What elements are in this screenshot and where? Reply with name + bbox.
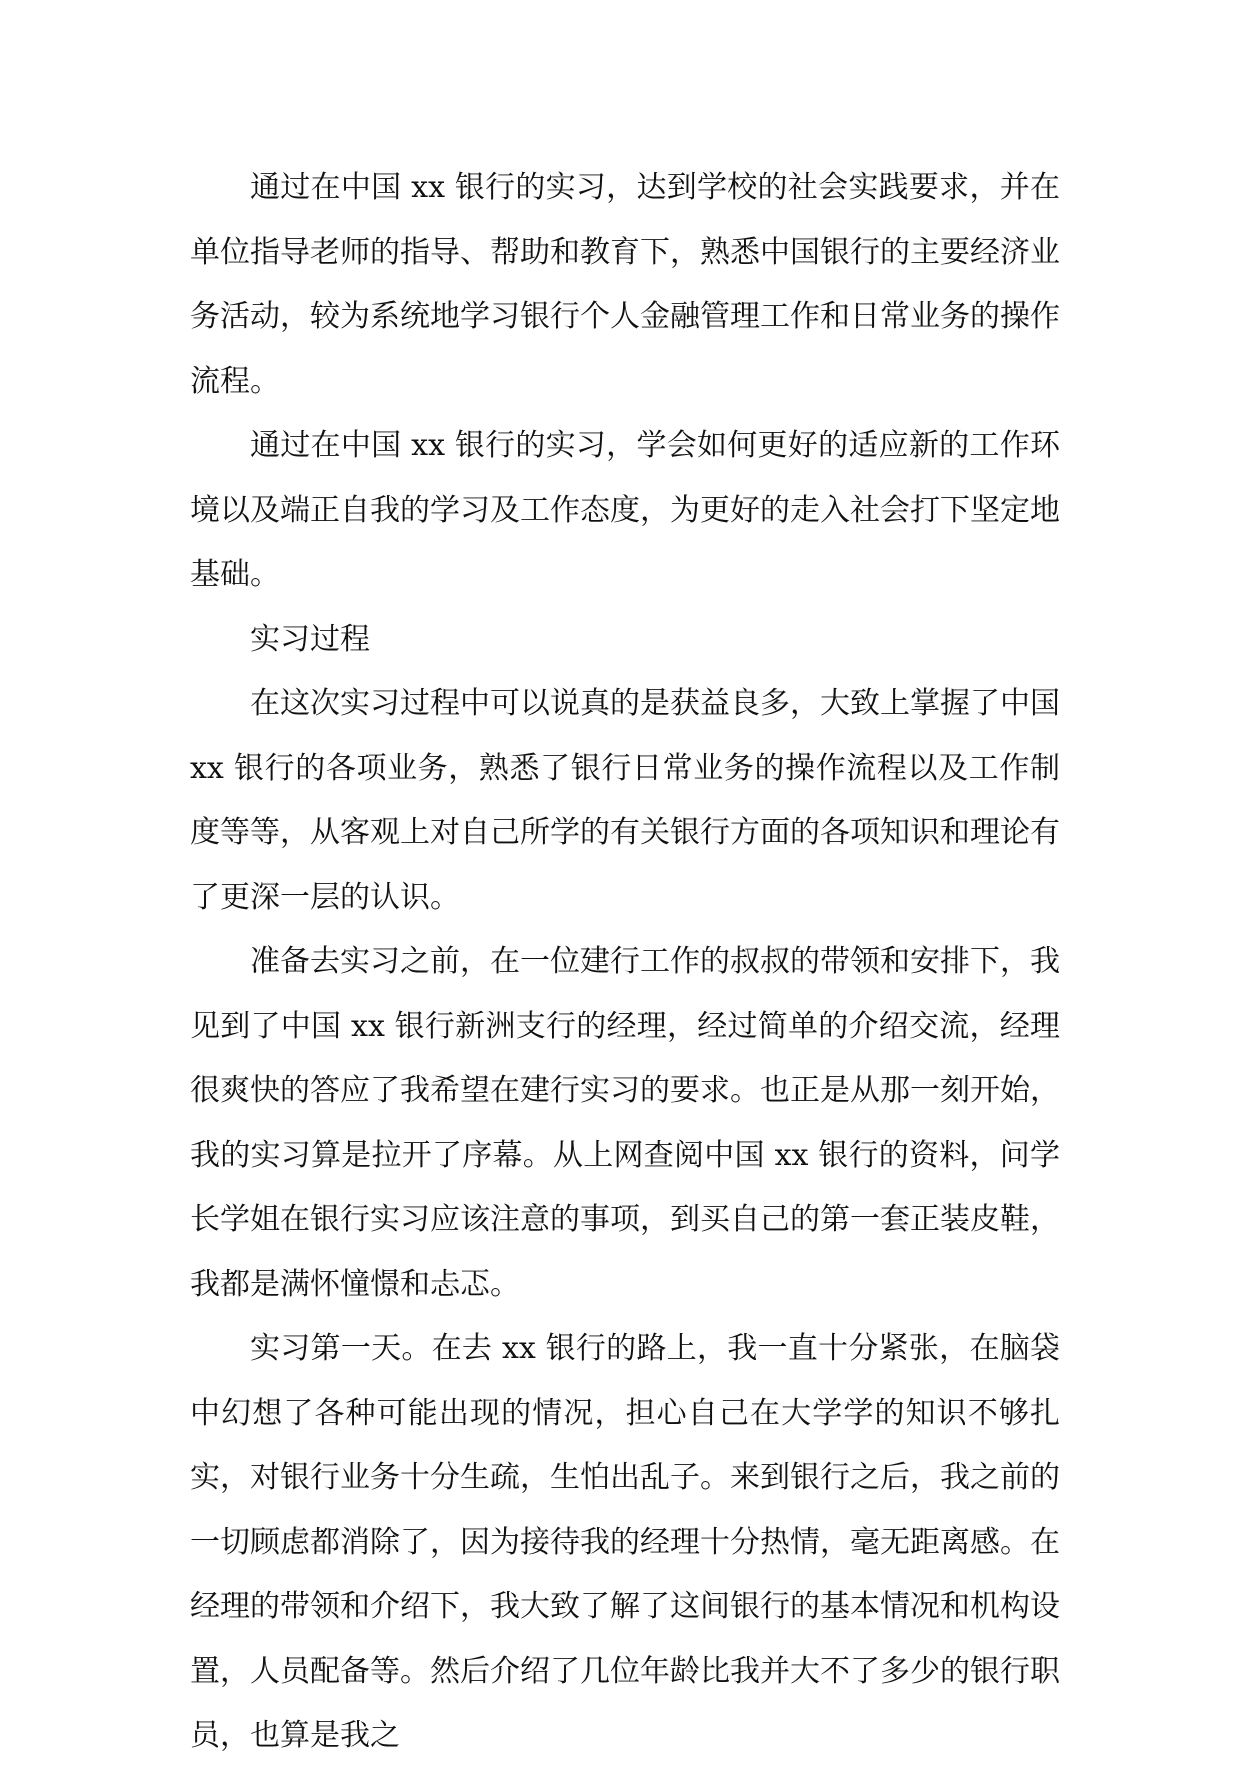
paragraph-adaptation: 通过在中国 xx 银行的实习，学会如何更好的适应新的工作环境以及端正自我的学习及工作态度，为更好的走入社会打下坚定地基础。 — [190, 428, 1060, 592]
paragraph-gains: 在这次实习过程中可以说真的是获益良多，大致上掌握了中国 xx 银行的各项业务，熟悉了银行日常业务的操作流程以及工作制度等等，从客观上对自己所学的有关银行方面的各项知识和理论有了更深一层的认识。 — [190, 686, 1060, 915]
section-heading-process: 实习过程 — [250, 621, 370, 657]
paragraph-first-day: 实习第一天。在去 xx 银行的路上，我一直十分紧张，在脑袋中幻想了各种可能出现的情况，担心自己在大学学的知识不够扎实，对银行业务十分生疏，生怕出乱子。来到银行之后，我之前的一切顾虑都消除了，因为接待我的经理十分热情，毫无距离感。在经理的带领和介绍下，我大致了解了这间银行的基本情况和机构设置，人员配备等。然后介绍了几位年龄比我并大不了多少的银行职员，也算是我之 — [190, 1331, 1060, 1753]
paragraph-preparation: 准备去实习之前，在一位建行工作的叔叔的带领和安排下，我见到了中国 xx 银行新洲支行的经理，经过简单的介绍交流，经理很爽快的答应了我希望在建行实习的要求。也正是从那一刻开始，我的实习算是拉开了序幕。从上网查阅中国 xx 银行的资料，问学长学姐在银行实习应该注意的事项，到买自己的第一套正装皮鞋，我都是满怀憧憬和忐忑。 — [190, 944, 1060, 1302]
paragraph-goal: 通过在中国 xx 银行的实习，达到学校的社会实践要求，并在单位指导老师的指导、帮助和教育下，熟悉中国银行的主要经济业务活动，较为系统地学习银行个人金融管理工作和日常业务的操作流程。 — [190, 170, 1060, 399]
document-body — [190, 156, 1060, 1769]
